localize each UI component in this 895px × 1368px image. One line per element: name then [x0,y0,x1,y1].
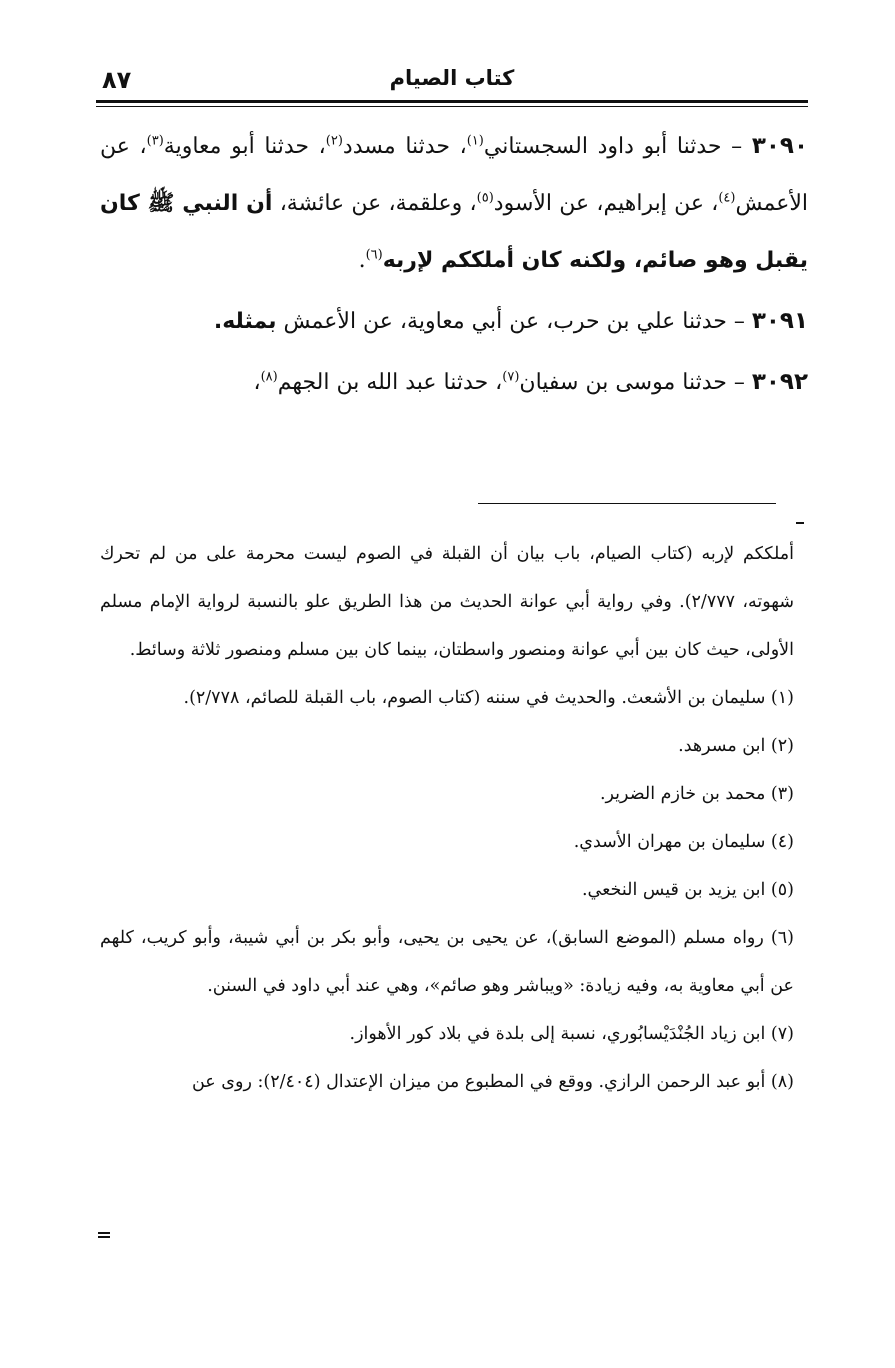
footnote-ref[interactable]: (٨) [260,369,278,385]
running-title: كتاب الصيام [389,66,515,90]
continues-mark [98,1232,110,1238]
footnote-1: (١) سليمان بن الأشعث. والحديث في سننه (كتاب الصوم، باب القبلة للصائم، ٢/٧٧٨). [183,688,794,708]
hadith-text: – حدثنا أبو داود السجستاني [483,134,752,159]
hadith-end: ، [253,370,261,395]
footnote-ref[interactable]: (٧) [502,369,520,385]
footnote-8: (٨) أبو عبد الرحمن الرازي. ووقع في المطبوع من ميزان الإعتدال (٢/٤٠٤): روى عن [191,1072,794,1092]
hadith-text: – حدثنا علي بن حرب، عن أبي معاوية، عن الأعمش [276,309,752,334]
footnotes [100,530,794,1106]
hadith-end: . [358,248,366,273]
footnote-ref[interactable]: (١) [466,133,484,149]
footnote-3: (٣) محمد بن خازم الضرير. [599,784,794,804]
footnote-ref[interactable]: (٤) [718,190,736,206]
hadith-3091 [100,293,808,350]
footnote-4: (٤) سليمان بن مهران الأسدي. [573,832,794,852]
page-number: ٨٧ [102,66,132,94]
hadith-text: ، وعلقمة، عن عائشة، [272,191,477,216]
main-text [100,118,808,411]
footnote-2: (٢) ابن مسرهد. [678,736,794,756]
footnote-6: (٦) رواه مسلم (الموضع السابق)، عن يحيى بن يحيى، وأبو بكر بن أبي شيبة، وأبو كريب، كلهم عن أبي معاوية به، وفيه زيادة: «ويباشر وهو صائم»، وهي عند أبي داود في السنن. [100,928,794,996]
hadith-text: ، حدثنا مسدد [342,134,467,159]
page-header [96,62,808,98]
hadith-number: ٣٠٩١ [751,308,808,334]
hadith-text: ، عن الأعمش [100,134,809,216]
hadith-number: ٣٠٩٢ [751,369,808,395]
hadith-3090 [100,118,808,289]
hadith-3092 [100,354,808,411]
footnote-ref[interactable]: (٢) [325,133,343,149]
footnote-separator [478,503,776,504]
hadith-text: ، حدثنا أبو معاوية [163,134,326,159]
header-rule-thick [96,100,808,103]
hadith-text: ، عن إبراهيم، عن الأسود [493,191,719,216]
footnote-7: (٧) ابن زياد الجُنْدَيْسابُوري، نسبة إلى بلدة في بلاد كور الأهواز. [349,1024,794,1044]
footnote-ref[interactable]: (٥) [476,190,494,206]
footnote-continuation: أملككم لإربه (كتاب الصيام، باب بيان أن القبلة في الصوم ليست محرمة على من لم تحرك شهوته، ٢/٧٧٧). وفي رواية أبي عوانة الحديث من هذا الطريق علو بالنسبة لرواية الإمام مسلم الأولى، حيث كان بين أبي عوانة ومنصور واسطتان، بينما كان بين مسلم ومنصور ثلاثة وسائط. [100,544,794,660]
footnote-ref[interactable]: (٣) [146,133,164,149]
hadith-matn: بمثله. [213,309,277,334]
hadith-number: ٣٠٩٠ [751,133,808,159]
header-rule-thin [96,106,808,107]
continuation-mark [796,522,804,524]
hadith-text: ، حدثنا عبد الله بن الجهم [277,370,503,395]
hadith-text: – حدثنا موسى بن سفيان [519,370,752,395]
footnote-ref[interactable]: (٦) [365,247,383,263]
hadith-matn: أن النبي ﷺ كان يقبل وهو صائم، ولكنه كان أملككم لإربه [100,191,808,273]
footnote-5: (٥) ابن يزيد بن قيس النخعي. [581,880,794,900]
